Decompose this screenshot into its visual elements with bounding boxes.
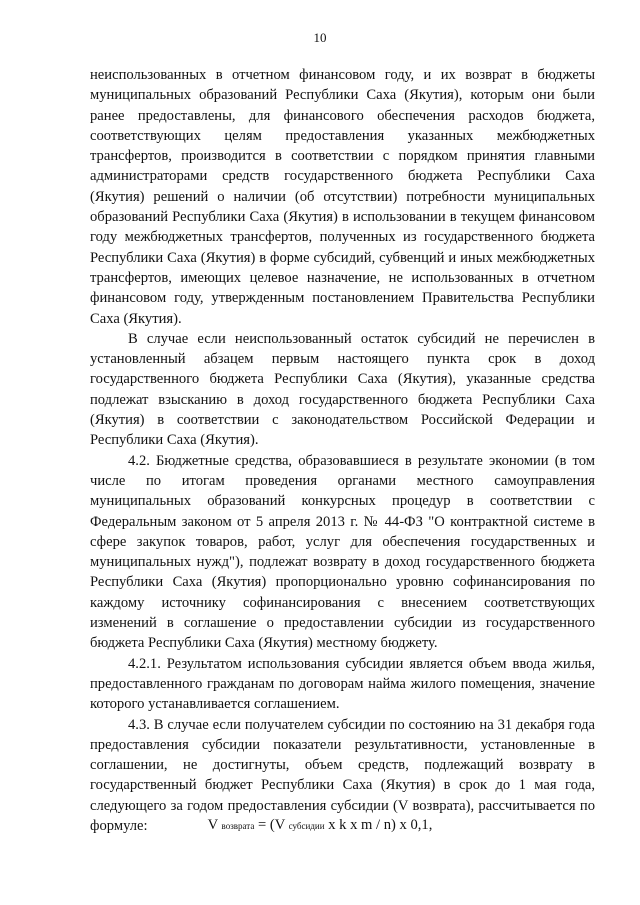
page-number: 10	[313, 30, 327, 45]
formula-tail: x k x m / n) x 0,1,	[328, 817, 433, 833]
paragraph-4-3: 4.3. В случае если получателем субсидии по состоянию на 31 декабря года предоставления субсидии показатели результативности, установленные в соглашении, не достигнуты, объем средств, подлежащий возврату в государственный бюджет Республики Саха (Якутия) в срок до 1 мая года, следующего за годом предоставления субсидии (V возврата), рассчитывается по формуле:	[90, 716, 595, 834]
return-formula	[0, 817, 640, 834]
paragraph-4-2-1: 4.2.1. Результатом использования субсидии является объем ввода жилья, предоставленного гражданам по договорам найма жилого помещения, значение которого устанавливается соглашением.	[90, 655, 595, 713]
formula-sub-return: возврата	[221, 821, 255, 831]
paragraph-continuation: неиспользованных в отчетном финансовом году, и их возврат в бюджеты муниципальных образований Республики Саха (Якутия), которым они были ранее предоставлены, для финансового обеспечения расходов бюджета, соответствующих целям предоставления указанных межбюджетных трансфертов, производится в соответствии с порядком принятия главными администраторами средств государственного бюджета Республики Саха (Якутия) решений о наличии (об отсутствии) потребности муниципальных образований Республики Саха (Якутия) в использовании в текущем финансовом году межбюджетных трансфертов, полученных из государственного бюджета Республики Саха (Якутия) в форме субсидий, субвенций и иных межбюджетных трансфертов, имеющих целевое назначение, не использованных в отчетном финансовом году, утвержденным постановлением Правительства Республики Саха (Якутия).	[90, 67, 595, 327]
formula-mid: = (V	[258, 817, 289, 833]
paragraph-4-2: 4.2. Бюджетные средства, образовавшиеся в результате экономии (в том числе по итогам проведения органами местного самоуправления муниципальных образований конкурсных процедур в соответствии с Федеральным законом от 5 апреля 2013 г. № 44-ФЗ "О контрактной системе в сфере закупок товаров, работ, услуг для обеспечения государственных и муниципальных нужд"), подлежат возврату в доход государственного бюджета Республики Саха (Якутия) пропорционально уровню софинансирования по каждому источнику софинансирования с внесением соответствующих изменений в соглашение о предоставлении субсидии из государственного бюджета Республики Саха (Якутия) местному бюджету.	[90, 452, 595, 652]
paragraph-unused-balance: В случае если неиспользованный остаток субсидий не перечислен в установленный абзацем первым настоящего пункта срок в доход государственного бюджета Республики Саха (Якутия), указанные средства подлежат взысканию в доход государственного бюджета Республики Саха (Якутия) в соответствии с законодательством Российской Федерации и Республики Саха (Якутия).	[90, 330, 595, 449]
formula-v: V	[207, 817, 218, 833]
formula-sub-subsidy: субсидии	[288, 821, 325, 831]
body-text	[90, 65, 595, 836]
